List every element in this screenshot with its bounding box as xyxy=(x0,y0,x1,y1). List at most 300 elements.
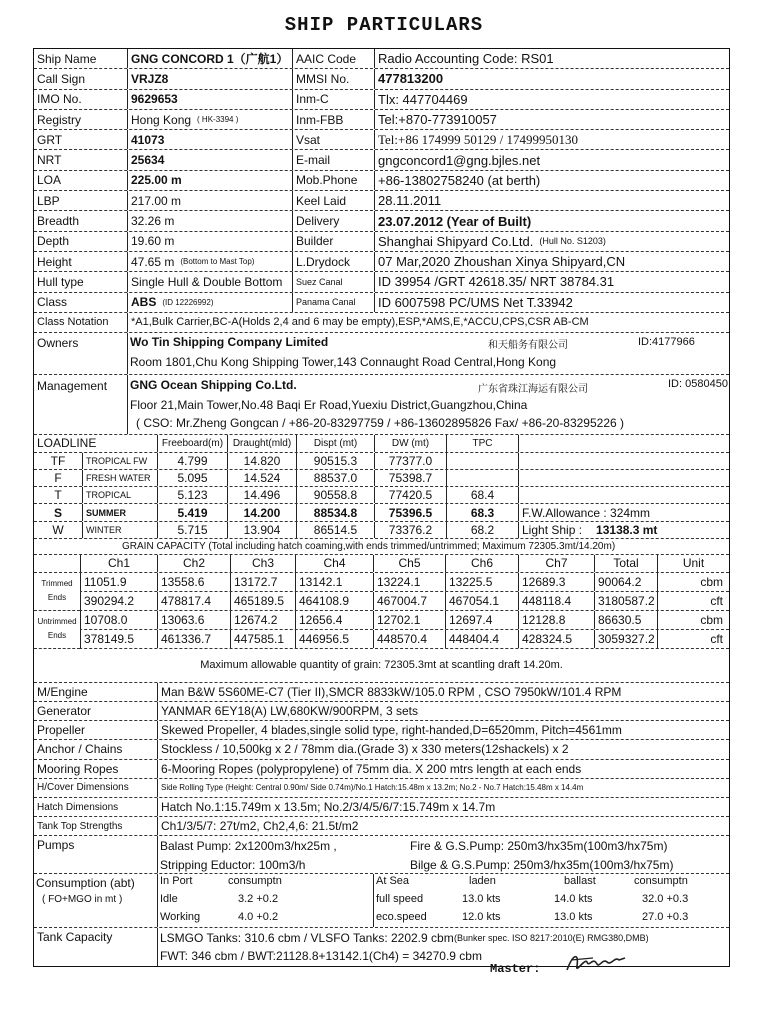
consumption-label: Consumption (abt) xyxy=(36,876,135,891)
master-signature-icon xyxy=(563,948,633,978)
loadline-header: TPC xyxy=(446,435,518,452)
particular-value xyxy=(127,150,292,169)
class-notation-value: *A1,Bulk Carrier,BC-A(Holds 2,4 and 6 may be empty),ESP,*AMS,E,*ACCU,CPS,CSR AB-CM xyxy=(127,313,729,332)
eco-speed-label: eco.speed xyxy=(376,911,427,924)
grain-ends-label: Ends xyxy=(47,631,67,641)
particular-value2 xyxy=(374,69,729,88)
laden-header: laden xyxy=(469,875,496,888)
particular-label2: E-mail xyxy=(292,150,374,169)
machinery-label: Propeller xyxy=(37,723,86,738)
grain-value: 12674.2 xyxy=(230,611,295,629)
loadline-dw: 75396.5 xyxy=(374,504,446,520)
grain-header-blank xyxy=(34,555,80,572)
particular-value2-text: Shanghai Shipyard Co.Ltd. xyxy=(378,233,534,249)
grain-header: Ch5 xyxy=(373,555,445,572)
particular-value2 xyxy=(374,90,729,109)
grain-row xyxy=(34,592,729,611)
grain-row xyxy=(34,611,729,630)
loadline-dispt: 86514.5 xyxy=(296,522,374,538)
particular-value2 xyxy=(374,150,729,169)
grain-side-label xyxy=(34,611,80,649)
grain-value: 390294.2 xyxy=(80,592,157,610)
loadline-row xyxy=(34,470,729,487)
loadline-extra-label: Light Ship : xyxy=(522,522,583,537)
grain-value: 448570.4 xyxy=(373,630,445,648)
grain-value: 12697.4 xyxy=(445,611,518,629)
loadline-freeboard: 5.419 xyxy=(157,504,227,520)
particular-value xyxy=(127,90,292,109)
loadline-mark: W xyxy=(52,522,64,537)
grain-value: 12656.4 xyxy=(295,611,373,629)
particular-value-text: 32.26 m xyxy=(131,214,175,229)
particular-value2-text: Tel:+870-773910057 xyxy=(378,112,497,128)
particular-value xyxy=(127,171,292,190)
grain-value: 12689.3 xyxy=(518,573,594,591)
particular-value2-text: 477813200 xyxy=(378,71,444,87)
particular-value-text: 25634 xyxy=(131,153,165,168)
loadline-dw: 77420.5 xyxy=(374,487,446,503)
loadline-dispt: 90558.8 xyxy=(296,487,374,503)
particular-row xyxy=(34,130,729,150)
loadline-freeboard: 5.123 xyxy=(157,487,227,503)
particular-row xyxy=(34,150,729,170)
particular-value-text: ABS xyxy=(131,295,157,310)
bilge-pump: Bilge & G.S.Pump: 250m3/hx35m(100m3/hx75m) xyxy=(410,858,674,873)
machinery-label: Generator xyxy=(37,704,92,719)
grain-value: 12128.8 xyxy=(518,611,594,629)
grain-value: 13225.5 xyxy=(445,573,518,591)
particular-label2: MMSI No. xyxy=(292,69,374,88)
eco-consumption: 27.0 +0.3 xyxy=(642,911,689,924)
owners-name: Wo Tin Shipping Company Limited xyxy=(130,334,329,349)
fire-pump: Fire & G.S.Pump: 250m3/hx35m(100m3/hx75m) xyxy=(410,839,668,854)
grain-table xyxy=(34,555,729,649)
machinery-row xyxy=(34,817,729,836)
machinery-table xyxy=(34,683,729,837)
grain-header: Ch7 xyxy=(518,555,594,572)
loadline-tpc xyxy=(446,453,518,469)
grain-value: 11051.9 xyxy=(80,573,157,591)
particular-label: Breadth xyxy=(37,214,80,229)
loadline-row xyxy=(34,504,729,521)
stripping-eductor: Stripping Eductor: 100m3/h xyxy=(160,858,306,873)
grain-value: 13063.6 xyxy=(157,611,230,629)
particular-label: Class xyxy=(37,295,68,310)
machinery-label: Anchor / Chains xyxy=(37,742,123,757)
class-notation-label: Class Notation xyxy=(37,316,109,329)
grain-value: 3059327.2 xyxy=(594,630,657,648)
grain-value: 465189.5 xyxy=(230,592,295,610)
particular-note: (Bottom to Mast Top) xyxy=(180,257,255,267)
consumption-sub: ( FO+MGO in mt ) xyxy=(42,894,123,906)
grain-header: Unit xyxy=(657,555,729,572)
management-contact: ( CSO: Mr.Zheng Gongcan / +86-20-83297759 / +86-13602895826 Fax/ +86-20-83295226 ) xyxy=(136,415,625,430)
ballast-pump: Balast Pump: 2x1200m3/hx25m , xyxy=(160,839,337,854)
loadline-dw: 75398.7 xyxy=(374,470,446,486)
machinery-value: Hatch No.1:15.749m x 13.5m; No.2/3/4/5/6/7:15.749m x 14.7m xyxy=(157,798,729,816)
loadline-extra xyxy=(518,453,729,469)
particular-label2: Vsat xyxy=(292,130,374,149)
pumps-row xyxy=(34,836,729,874)
loadline-freeboard: 5.715 xyxy=(157,522,227,538)
grain-value: 448118.4 xyxy=(518,592,594,610)
particular-row xyxy=(34,191,729,211)
grain-value: 13224.1 xyxy=(373,573,445,591)
machinery-value: Side Rolling Type (Height: Central 0.90m/ Side 0.74m)/No.1 Hatch:15.48m x 13.2m; No.2 - No.7 Hatch:15.48m x 14.4m xyxy=(157,779,729,797)
particular-value xyxy=(127,49,292,68)
loadline-tpc xyxy=(446,470,518,486)
machinery-row xyxy=(34,721,729,740)
particular-label: Height xyxy=(37,254,72,269)
loadline-mark: S xyxy=(53,505,62,520)
grain-header: Total xyxy=(594,555,657,572)
grain-value: 90064.2 xyxy=(594,573,657,591)
grain-row xyxy=(34,573,729,592)
grain-value: 86630.5 xyxy=(594,611,657,629)
grain-header: Ch3 xyxy=(230,555,295,572)
grain-header: Ch1 xyxy=(80,555,157,572)
machinery-label: Mooring Ropes xyxy=(37,761,119,776)
loadline-header: Freeboard(m) xyxy=(157,435,227,452)
machinery-value: Man B&W 5S60ME-C7 (Tier II),SMCR 8833kW/105.0 RPM , CSO 7950kW/101.4 RPM xyxy=(157,683,729,701)
full-laden: 13.0 kts xyxy=(462,893,501,906)
grain-side-label xyxy=(34,573,80,611)
consumption-row xyxy=(34,874,729,928)
tank-block xyxy=(157,928,729,966)
loadline-dispt: 88534.8 xyxy=(296,504,374,520)
particular-row xyxy=(34,232,729,252)
particular-value2 xyxy=(374,191,729,210)
grain-max-row xyxy=(34,649,729,683)
consumption-port xyxy=(157,874,373,927)
machinery-label: H/Cover Dimensions xyxy=(37,782,129,794)
consumption-sea xyxy=(373,874,729,927)
machinery-label: M/Engine xyxy=(37,684,88,699)
management-address: Floor 21,Main Tower,No.48 Baqi Er Road,Yuexiu District,Guangzhou,China xyxy=(130,397,528,412)
loadline-zone: SUMMER xyxy=(82,504,157,520)
machinery-value: Stockless / 10,500kg x 2 / 78mm dia.(Grade 3) x 330 meters(12shackels) x 2 xyxy=(157,740,729,758)
basic-particulars xyxy=(34,49,729,313)
particular-value2-text: +86-13802758240 (at berth) xyxy=(378,172,541,188)
loadline-extra-value: 13138.3 mt xyxy=(596,522,658,537)
particular-label: Ship Name xyxy=(37,51,97,66)
management-label: Management xyxy=(37,378,108,393)
particular-label: Depth xyxy=(37,234,70,249)
grain-value: 448404.4 xyxy=(445,630,518,648)
grain-value: 428324.5 xyxy=(518,630,594,648)
particular-value-text: 217.00 m xyxy=(131,193,182,208)
particular-label2: Inm-FBB xyxy=(292,110,374,129)
tank-spec: (Bunker spec. ISO 8217:2010(E) RMG380,DMB) xyxy=(454,933,649,944)
class-notation-row xyxy=(34,313,729,333)
loadline-zone: WINTER xyxy=(82,522,157,538)
particular-label: LOA xyxy=(37,173,62,188)
particular-value2 xyxy=(374,110,729,129)
management-id: ID: 0580450 xyxy=(668,377,728,390)
particular-label2: Inm-C xyxy=(292,90,374,109)
particular-value xyxy=(127,211,292,230)
loadline-header: Dispt (mt) xyxy=(296,435,374,452)
particular-value-text: 47.65 m xyxy=(131,254,175,269)
loadline-table xyxy=(34,435,729,539)
machinery-value: Skewed Propeller, 4 blades,single solid type, right-handed,D=6520mm, Pitch=4561mm xyxy=(157,721,729,739)
grain-max-note: Maximum allowable quantity of grain: 72305.3mt at scantling draft 14.20m. xyxy=(200,659,563,672)
full-speed-label: full speed xyxy=(376,893,424,906)
owners-id: ID:4177966 xyxy=(638,335,695,348)
particular-value2-text: gngconcord1@gng.bjles.net xyxy=(378,152,541,168)
grain-header: Ch4 xyxy=(295,555,373,572)
particular-label2: Builder xyxy=(292,232,374,251)
particular-row xyxy=(34,90,729,110)
loadline-zone: FRESH WATER xyxy=(82,470,157,486)
particular-label2: AAIC Code xyxy=(292,49,374,68)
page-title: SHIP PARTICULARS xyxy=(284,14,484,36)
owners-name-cn: 和天船务有限公司 xyxy=(488,339,568,351)
machinery-row xyxy=(34,740,729,759)
particular-value-text: 225.00 m xyxy=(131,173,182,188)
loadline-header: DW (mt) xyxy=(374,435,446,452)
owners-label: Owners xyxy=(37,335,79,350)
grain-value: 478817.4 xyxy=(157,592,230,610)
loadline-mark: F xyxy=(54,471,62,486)
grain-value: 13558.6 xyxy=(157,573,230,591)
grain-block xyxy=(34,573,729,611)
loadline-row xyxy=(34,522,729,539)
particular-value xyxy=(127,69,292,88)
particular-value2-text: ID 6007598 PC/UMS Net T.33942 xyxy=(378,294,573,310)
grain-unit: cbm xyxy=(657,573,729,591)
loadline-header: Draught(mld) xyxy=(227,435,296,452)
grain-title: GRAIN CAPACITY (Total including hatch coaming,with ends trimmed/untrimmed; Maximum 72305.3mt/14.20m) xyxy=(122,540,616,552)
particular-row xyxy=(34,49,729,69)
loadline-tpc: 68.3 xyxy=(446,504,518,520)
full-consumption: 32.0 +0.3 xyxy=(642,893,689,906)
particular-row xyxy=(34,211,729,231)
grain-value: 10708.0 xyxy=(80,611,157,629)
machinery-row xyxy=(34,760,729,779)
particular-value2 xyxy=(374,252,729,271)
loadline-extra xyxy=(518,504,729,520)
particular-label: NRT xyxy=(37,153,62,168)
grain-value: 446956.5 xyxy=(295,630,373,648)
particular-value2 xyxy=(374,232,729,251)
particular-label2: Delivery xyxy=(292,211,374,230)
particular-label: IMO No. xyxy=(37,92,82,107)
grain-value: 378149.5 xyxy=(80,630,157,648)
particular-note: ( HK-3394 ) xyxy=(197,115,239,125)
grain-unit: cft xyxy=(657,630,729,648)
particular-row xyxy=(34,69,729,89)
port-header: In Port xyxy=(160,875,193,888)
loadline-draught: 14.200 xyxy=(227,504,296,520)
particular-value2 xyxy=(374,130,729,149)
grain-value: 447585.1 xyxy=(230,630,295,648)
particular-value xyxy=(127,130,292,149)
particular-row xyxy=(34,110,729,130)
loadline-draught: 13.904 xyxy=(227,522,296,538)
particular-value2 xyxy=(374,293,729,312)
grain-value: 461336.7 xyxy=(157,630,230,648)
loadline-label: LOADLINE xyxy=(37,436,97,451)
port-consumptn: consumptn xyxy=(228,875,282,888)
loadline-row xyxy=(34,487,729,504)
particular-value2-text: Tel:+86 174999 50129 / 17499950130 xyxy=(378,131,578,147)
particular-label: GRT xyxy=(37,132,63,147)
grain-block xyxy=(34,611,729,649)
master-label: Master: xyxy=(490,962,541,976)
particular-value-text: 41073 xyxy=(131,132,165,147)
particular-label: Call Sign xyxy=(37,71,86,86)
loadline-dw: 73376.2 xyxy=(374,522,446,538)
loadline-freeboard: 4.799 xyxy=(157,453,227,469)
idle-label: Idle xyxy=(160,893,178,906)
loadline-header-row xyxy=(34,435,729,453)
particular-label: LBP xyxy=(37,193,60,208)
particular-row xyxy=(34,252,729,272)
particular-value xyxy=(127,252,292,271)
particular-value xyxy=(127,232,292,251)
loadline-tpc: 68.4 xyxy=(446,487,518,503)
pumps-block xyxy=(157,836,729,873)
particular-note: (ID 12226992) xyxy=(162,297,214,307)
particular-value-text: Hong Kong xyxy=(131,112,192,127)
machinery-value: YANMAR 6EY18(A) LW,680KW/900RPM, 3 sets xyxy=(157,702,729,720)
machinery-label: Hatch Dimensions xyxy=(37,801,119,813)
particular-row xyxy=(34,171,729,191)
grain-value: 12702.1 xyxy=(373,611,445,629)
particular-value2-text: Radio Accounting Code: RS01 xyxy=(378,51,554,67)
machinery-row xyxy=(34,798,729,817)
grain-value: 13142.1 xyxy=(295,573,373,591)
grain-value: 464108.9 xyxy=(295,592,373,610)
loadline-draught: 14.820 xyxy=(227,453,296,469)
particular-value xyxy=(127,191,292,210)
loadline-mark: T xyxy=(54,488,62,503)
owners-address: Room 1801,Chu Kong Shipping Tower,143 Connaught Road Central,Hong Kong xyxy=(130,354,557,369)
idle-value: 3.2 +0.2 xyxy=(238,893,279,906)
machinery-label: Tank Top Strengths xyxy=(37,820,123,832)
particular-label2: L.Drydock xyxy=(292,252,374,271)
particular-value2 xyxy=(374,49,729,68)
particular-value-text: 9629653 xyxy=(131,92,178,107)
particular-value2-text: 23.07.2012 (Year of Built) xyxy=(378,213,532,229)
machinery-row xyxy=(34,779,729,798)
grain-value: 3180587.2 xyxy=(594,592,657,610)
sea-header: At Sea xyxy=(376,875,410,888)
loadline-dw: 77377.0 xyxy=(374,453,446,469)
particular-value2 xyxy=(374,272,729,291)
loadline-header-blank xyxy=(518,435,729,452)
grain-ends-label: Ends xyxy=(47,593,67,603)
working-value: 4.0 +0.2 xyxy=(238,911,279,924)
grain-title-row xyxy=(34,539,729,555)
particular-value2 xyxy=(374,211,729,230)
grain-unit: cbm xyxy=(657,611,729,629)
particular-value xyxy=(127,272,292,291)
working-label: Working xyxy=(160,911,201,924)
particular-note2: (Hull No. S1203) xyxy=(539,236,606,247)
machinery-row xyxy=(34,683,729,702)
particular-value2-text: Tlx: 447704469 xyxy=(378,91,468,107)
management-block xyxy=(127,375,729,434)
grain-unit: cft xyxy=(657,592,729,610)
loadline-dispt: 88537.0 xyxy=(296,470,374,486)
full-ballast: 14.0 kts xyxy=(554,893,593,906)
loadline-extra-label: F.W.Allowance : 324mm xyxy=(522,505,651,520)
management-name-cn: 广东省珠江海运有限公司 xyxy=(478,383,588,395)
loadline-draught: 14.496 xyxy=(227,487,296,503)
grain-header: Ch6 xyxy=(445,555,518,572)
particulars-sheet xyxy=(33,48,730,967)
particular-label: Hull type xyxy=(37,274,84,289)
pumps-label: Pumps xyxy=(37,838,75,853)
grain-header: Ch2 xyxy=(157,555,230,572)
eco-laden: 12.0 kts xyxy=(462,911,501,924)
particular-value-text: VRJZ8 xyxy=(131,71,169,86)
management-name: GNG Ocean Shipping Co.Ltd. xyxy=(130,377,297,392)
loadline-dispt: 90515.3 xyxy=(296,453,374,469)
loadline-extra xyxy=(518,522,729,538)
loadline-draught: 14.524 xyxy=(227,470,296,486)
sea-consumptn: consumptn xyxy=(634,875,688,888)
loadline-extra xyxy=(518,470,729,486)
grain-side-name: Untrimmed xyxy=(37,617,77,627)
particular-label2: Mob.Phone xyxy=(292,171,374,190)
management-row xyxy=(34,375,729,435)
particular-value-text: 19.60 m xyxy=(131,234,175,249)
particular-value2-text: 28.11.2011 xyxy=(378,193,442,209)
loadline-zone: TROPICAL xyxy=(82,487,157,503)
particular-value xyxy=(127,110,292,129)
consumption-label-block xyxy=(34,874,157,927)
particular-label2: Keel Laid xyxy=(292,191,374,210)
particular-value-text: GNG CONCORD 1（广航1） xyxy=(131,52,289,67)
grain-header-row xyxy=(34,555,729,573)
particular-label2: Suez Canal xyxy=(292,272,374,291)
loadline-extra xyxy=(518,487,729,503)
machinery-row xyxy=(34,702,729,721)
particular-value xyxy=(127,293,292,312)
particular-value2-text: 07 Mar,2020 Zhoushan Xinya Shipyard,CN xyxy=(378,254,626,270)
grain-value: 467054.1 xyxy=(445,592,518,610)
tank-line1: LSMGO Tanks: 310.6 cbm / VLSFO Tanks: 2202.9 cbm xyxy=(160,931,454,946)
grain-side-name: Trimmed xyxy=(41,579,73,589)
particular-label2: Panama Canal xyxy=(292,293,374,312)
particular-label: Registry xyxy=(37,112,82,127)
particular-value-text: Single Hull & Double Bottom xyxy=(131,274,283,289)
loadline-tpc: 68.2 xyxy=(446,522,518,538)
grain-row xyxy=(34,630,729,649)
owners-row xyxy=(34,333,729,375)
machinery-value: 6-Mooring Ropes (polypropylene) of 75mm dia. X 200 mtrs length at each ends xyxy=(157,760,729,778)
machinery-value: Ch1/3/5/7: 27t/m2, Ch2,4,6: 21.5t/m2 xyxy=(157,817,729,835)
owners-block xyxy=(127,333,729,374)
loadline-row xyxy=(34,453,729,470)
ballast-header: ballast xyxy=(564,875,596,888)
particular-value2 xyxy=(374,171,729,190)
eco-ballast: 13.0 kts xyxy=(554,911,593,924)
loadline-freeboard: 5.095 xyxy=(157,470,227,486)
particular-value2-text: ID 39954 /GRT 42618.35/ NRT 38784.31 xyxy=(378,274,615,290)
grain-value: 13172.7 xyxy=(230,573,295,591)
loadline-mark: TF xyxy=(50,453,66,468)
tank-line2: FWT: 346 cbm / BWT:21128.8+13142.1(Ch4) = 34270.9 cbm xyxy=(160,949,482,964)
loadline-zone: TROPICAL FW xyxy=(82,453,157,469)
tank-label: Tank Capacity xyxy=(37,930,113,945)
particular-row xyxy=(34,293,729,313)
particular-row xyxy=(34,272,729,292)
grain-value: 467004.7 xyxy=(373,592,445,610)
